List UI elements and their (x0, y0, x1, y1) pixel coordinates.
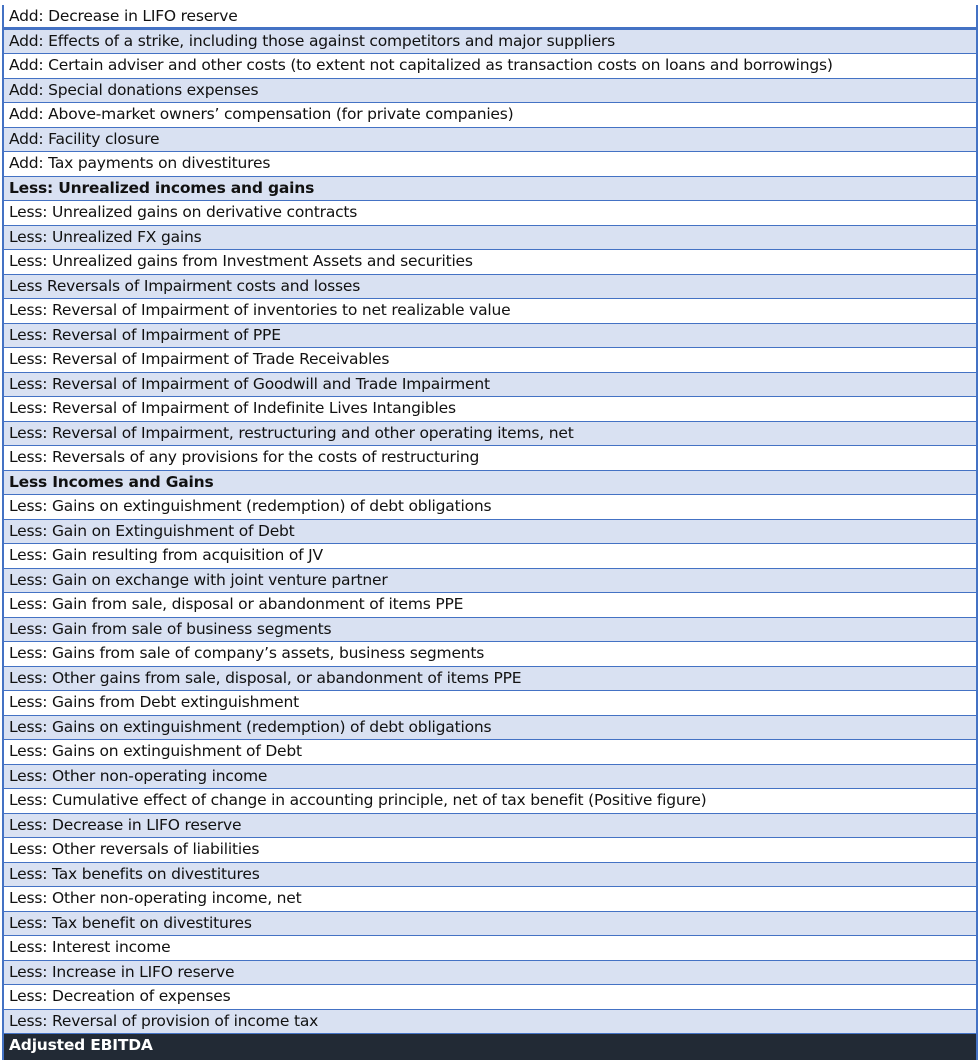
adjustment-row: Less: Reversal of Impairment of Goodwill and Trade Impairment (4, 373, 976, 398)
adjustment-row: Add: Special donations expenses (4, 79, 976, 104)
adjustment-row: Less: Tax benefits on divestitures (4, 863, 976, 888)
adjustment-row: Less: Unrealized gains on derivative contracts (4, 201, 976, 226)
adjustment-row: Less: Reversal of Impairment, restructuring and other operating items, net (4, 422, 976, 447)
adjustment-row: Less: Gain from sale, disposal or abandonment of items PPE (4, 593, 976, 618)
adjustment-row: Add: Effects of a strike, including those against competitors and major suppliers (4, 30, 976, 55)
adjustment-row: Less: Gain on Extinguishment of Debt (4, 520, 976, 545)
adjustment-row: Less: Unrealized FX gains (4, 226, 976, 251)
adjustment-row: Less: Gains from Debt extinguishment (4, 691, 976, 716)
adjustment-row: Less: Other non-operating income (4, 765, 976, 790)
adjustment-row: Less: Reversal of Impairment of inventories to net realizable value (4, 299, 976, 324)
adjustment-row: Less: Gains on extinguishment (redemption) of debt obligations (4, 495, 976, 520)
adjustment-row: Less: Unrealized gains from Investment Assets and securities (4, 250, 976, 275)
adjustment-row: Less: Decrease in LIFO reserve (4, 814, 976, 839)
adjustment-row: Less: Interest income (4, 936, 976, 961)
adjustment-row: Less: Gain on exchange with joint venture partner (4, 569, 976, 594)
section-header-row: Less: Unrealized incomes and gains (4, 177, 976, 202)
adjustment-row: Less: Reversal of Impairment of PPE (4, 324, 976, 349)
adjustment-row: Less: Other gains from sale, disposal, or abandonment of items PPE (4, 667, 976, 692)
adjustment-row: Add: Tax payments on divestitures (4, 152, 976, 177)
adjustment-row: Less: Reversal of provision of income tax (4, 1010, 976, 1035)
adjustment-row: Add: Above-market owners’ compensation (for private companies) (4, 103, 976, 128)
adjustment-row: Add: Facility closure (4, 128, 976, 153)
adjustment-row: Add: Certain adviser and other costs (to extent not capitalized as transaction costs on loans and borrowings) (4, 54, 976, 79)
adjustment-row: Less: Tax benefit on divestitures (4, 912, 976, 937)
adjustment-row: Less: Gain from sale of business segments (4, 618, 976, 643)
adjustment-row: Less: Gains on extinguishment of Debt (4, 740, 976, 765)
adjustment-row: Less: Other non-operating income, net (4, 887, 976, 912)
adjustment-row: Less Reversals of Impairment costs and losses (4, 275, 976, 300)
adjustment-row: Less: Reversal of Impairment of Trade Receivables (4, 348, 976, 373)
adjustment-row: Less: Gains from sale of company’s assets, business segments (4, 642, 976, 667)
adjustment-row: Less: Other reversals of liabilities (4, 838, 976, 863)
adjustment-row: Less: Reversal of Impairment of Indefinite Lives Intangibles (4, 397, 976, 422)
adjustment-row: Less: Reversals of any provisions for the costs of restructuring (4, 446, 976, 471)
ebitda-adjustments-table (2, 5, 978, 1060)
adjustment-row: Less: Gain resulting from acquisition of JV (4, 544, 976, 569)
adjustment-row: Less: Cumulative effect of change in accounting principle, net of tax benefit (Positive figure) (4, 789, 976, 814)
adjustment-row: Less: Increase in LIFO reserve (4, 961, 976, 986)
section-header-row: Less Incomes and Gains (4, 471, 976, 496)
adjustment-row: Add: Decrease in LIFO reserve (4, 5, 976, 30)
adjustment-row: Less: Decreation of expenses (4, 985, 976, 1010)
total-row: Adjusted EBITDA (4, 1034, 976, 1060)
adjustment-row: Less: Gains on extinguishment (redemption) of debt obligations (4, 716, 976, 741)
